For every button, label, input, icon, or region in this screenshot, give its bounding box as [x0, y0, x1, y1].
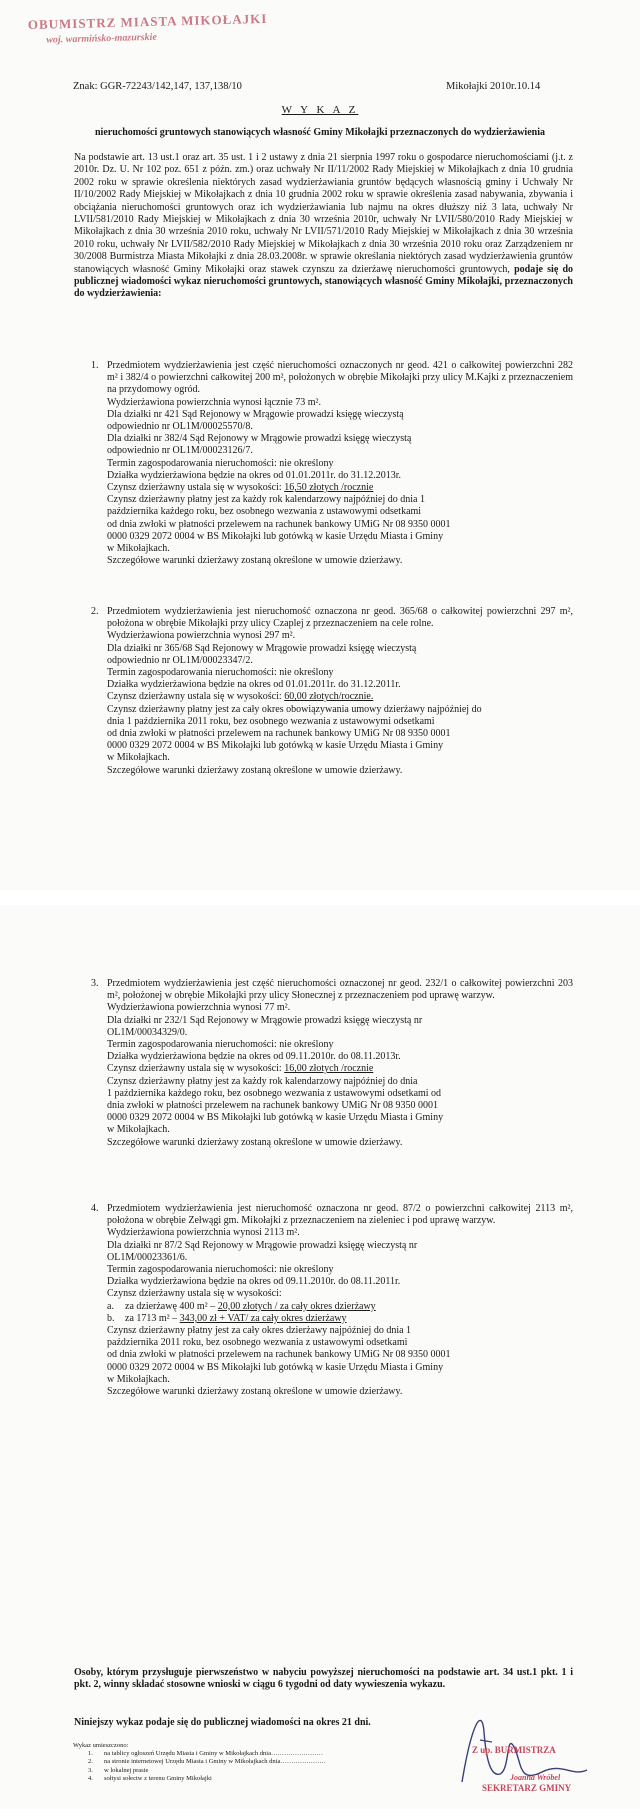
- posting-entry-text: na tablicy ogłoszeń Urzędu Miasta i Gminy w Mikołajkach dnia……………………: [104, 1750, 323, 1758]
- rent-prefix: Czynsz dzierżawny ustala się w wysokości:: [107, 691, 285, 703]
- rent-value: 16,00 złotych /rocznie: [284, 1063, 374, 1075]
- item-line: Termin zagospodarowania nieruchomości: nie określony: [107, 667, 334, 679]
- posting-entry-number: 2.: [88, 1758, 93, 1766]
- item-line: Termin zagospodarowania nieruchomości: nie określony: [107, 1264, 334, 1276]
- item-lead: Przedmiotem wydzierżawienia jest nieruchomość oznaczona nr geod. 87/2 o powierzchni całkowitej 2113 m², położona w obrębie Zełwągi gm. Mikołajki z przeznaczeniem na zieleniec i pod uprawę warzyw.: [107, 1203, 573, 1227]
- item-number: 1.: [91, 360, 99, 371]
- rent-prefix: Czynsz dzierżawny ustala się w wysokości:: [107, 482, 285, 494]
- office-stamp: [28, 11, 268, 46]
- payment-line: w Mikołajkach.: [107, 752, 170, 764]
- item-number: 4.: [91, 1203, 99, 1214]
- signature-line-2: Joanna Wróbel: [510, 1773, 561, 1782]
- payment-line: od dnia zwłoki w płatności przelewem na rachunek bankowy UMiG Nr 08 9350 0001: [107, 728, 451, 740]
- payment-line: października 2011 roku, bez osobnego wezwania z ustawowymi odsetkami: [107, 1337, 408, 1349]
- payment-line: od dnia zwłoki w płatności przelewem na rachunek bankowy UMiG Nr 08 9350 0001: [107, 1349, 451, 1361]
- document-date: Mikołajki 2010r.10.14: [446, 81, 541, 92]
- item-line: Termin zagospodarowania nieruchomości: nie określony: [107, 1039, 334, 1051]
- item-line: Działka wydzierżawiona będzie na okres od 09.11.2010r. do 08.11.2013r.: [107, 1051, 401, 1063]
- payment-line: Czynsz dzierżawny płatny jest za cały okres obowiązywania umowy dzierżawy najpóźniej do: [107, 703, 482, 715]
- item-body: [107, 978, 573, 1149]
- posting-entry-number: 1.: [88, 1750, 93, 1758]
- payment-line: Szczegółowe warunki dzierżawy zostaną określone w umowie dzierżawy.: [107, 555, 403, 567]
- payment-line: Szczegółowe warunki dzierżawy zostaną określone w umowie dzierżawy.: [107, 1136, 403, 1148]
- rate-line: [107, 1313, 573, 1325]
- item-body: [107, 1203, 573, 1398]
- item-line: Wydzierżawiona powierzchnia wynosi łącznie 73 m².: [107, 396, 321, 408]
- payment-line: w Mikołajkach.: [107, 1373, 170, 1385]
- rent-line: [107, 482, 573, 494]
- signature-line-3: SEKRETARZ GMINY: [482, 1783, 572, 1793]
- document-page-1: [0, 0, 640, 890]
- rate-line: [107, 1301, 573, 1313]
- rate-prefix: za 1713 m² –: [125, 1312, 180, 1324]
- item-line: odpowiednio nr OL1M/00025570/8.: [107, 421, 253, 433]
- posting-entry: [88, 1767, 326, 1775]
- item-line: odpowiednio nr OL1M/00023126/7.: [107, 445, 253, 457]
- payment-line: Czynsz dzierżawny płatny jest za cały okres dzierżawy najpóźniej do dnia 1: [107, 1325, 412, 1337]
- item-line: Wydzierżawiona powierzchnia wynosi 2113 m².: [107, 1227, 300, 1239]
- rent-line: [107, 1063, 573, 1075]
- item-line: Termin zagospodarowania nieruchomości: nie określony: [107, 457, 334, 469]
- rent-line: [107, 691, 573, 703]
- document-title: [0, 104, 640, 116]
- item-line: Dla działki nr 421 Sąd Rejonowy w Mrągowie prowadzi księgę wieczystą: [107, 408, 404, 420]
- item-line: Dla działki nr 382/4 Sąd Rejonowy w Mrągowie prowadzi księgę wieczystą: [107, 433, 412, 445]
- page-separator: [0, 890, 640, 905]
- intro-bold: podaje się do publicznej wiadomości wykaz nieruchomości gruntowych, stanowiących własność Gminy Mikołajki, przeznaczonych do wydzierżawienia:: [74, 263, 574, 300]
- rent-value: 16,50 złotych /rocznie: [284, 482, 374, 494]
- payment-line: 0000 0329 2072 0004 w BS Mikołajki lub gotówką w kasie Urzędu Miasta i Gminy: [107, 740, 444, 752]
- posting-entry: [88, 1758, 326, 1766]
- rent-prefix: Czynsz dzierżawny ustala się w wysokości:: [107, 1063, 285, 1075]
- closing-paragraph: Osoby, którym przysługuje pierwszeństwo w nabyciu powyższej nieruchomości na podstawie art. 34 ust.1 pkt. 1 i pkt. 2, winny składać stosowne wnioski w ciągu 6 tygodni od daty wywieszenia wykazu.: [74, 1667, 573, 1691]
- payment-line: w Mikołajkach.: [107, 543, 170, 555]
- signature-line-1: Z up. BURMISTRZA: [472, 1745, 556, 1755]
- item-line: Dla działki nr 365/68 Sąd Rejonowy w Mrągowie prowadzi księgę wieczystą: [107, 642, 417, 654]
- item-line: Dla działki nr 87/2 Sąd Rejonowy w Mrągowie prowadzi księgę wieczystą nr: [107, 1239, 418, 1251]
- posting-entry-text: sołtysi sołectw z terenu Gminy Mikołajki: [104, 1774, 212, 1782]
- payment-line: Czynsz dzierżawny płatny jest za każdy rok kalendarzowy najpóźniej do dnia: [107, 1075, 418, 1087]
- stamp-line-2: woj. warmińsko-mazurskie: [46, 31, 157, 46]
- document-subtitle: nieruchomości gruntowych stanowiących własność Gminy Mikołajki przeznaczonych do wydzierżawienia: [95, 127, 545, 138]
- stamp-line-1: OBUMISTRZ MIASTA MIKOŁAJKI: [27, 10, 268, 33]
- item-line: OL1M/00034329/0.: [107, 1026, 188, 1038]
- posting-entry-number: 3.: [88, 1766, 93, 1774]
- rate-label: b.: [107, 1312, 115, 1324]
- posting-entry-number: 4.: [88, 1774, 93, 1782]
- payment-line: od dnia zwłoki w płatności przelewem na rachunek bankowy UMiG Nr 08 9350 0001: [107, 518, 451, 530]
- document-title-text: W Y K A Z: [281, 104, 359, 116]
- posting-entry: [88, 1750, 326, 1758]
- payment-line: Szczegółowe warunki dzierżawy zostaną określone w umowie dzierżawy.: [107, 1386, 403, 1398]
- posting-entry-text: na stronie internetowej Urzędu Miasta i Gminy w Mikołajkach dnia…………………: [104, 1758, 326, 1766]
- list-item: [73, 1203, 573, 1398]
- posting-entry: [88, 1775, 326, 1783]
- item-line: Dla działki nr 232/1 Sąd Rejonowy w Mrągowie prowadzi księgę wieczystą nr: [107, 1014, 423, 1026]
- rate-label: a.: [107, 1300, 114, 1312]
- item-number: 3.: [91, 978, 99, 989]
- item-line: Czynsz dzierżawny ustala się w wysokości:: [107, 1288, 282, 1300]
- item-line: OL1M/00023361/6.: [107, 1251, 188, 1263]
- payment-line: Szczegółowe warunki dzierżawy zostaną określone w umowie dzierżawy.: [107, 764, 403, 776]
- intro-text: Na podstawie art. 13 ust.1 oraz art. 35 ust. 1 i 2 ustawy z dnia 21 sierpnia 1997 roku o gospodarce nieruchomościami (j.t. z 2010r. Dz. U. Nr 102 poz. 651 z późn. zm.) oraz uchwały Nr II/11/2002 Rady Miejskiej w Mikołajkach z dnia 10 grudnia 2002 roku w sprawie określenia niektórych zasad wydzierżawiania gruntów będących własnością gminy i Uchwały Nr II/10/2002 Rady Miejskiej w Mikołajkach z dnia 10 grudnia 2002 roku w sprawie określenia zasad nabywania, zbywania i obciążania nieruchomości gruntowych oraz ich wydzierżawiania lub najmu na okres dłuższy niż 3 lata, uchwały Nr LVII/581/2010 Rady Miejskiej w Mikołajkach z dnia 30 września 2010r, uchwały Nr LVII/580/2010 Rady Miejskiej w Mikołajkach z dnia 30 września 2010 roku, uchwały Nr LVII/571/2010 Rady Miejskiej w Mikołajkach z dnia 30 września 2010 roku, uchwały Nr LVII/582/2010 Rady Miejskiej w Mikołajkach z dnia 30 września 2010 roku oraz Zarządzeniem nr 30/2008 Burmistrza Miasta Mikołajki z dnia 28.03.2008r. w sprawie określania niektórych zasad wydzierżawienia gruntów stanowiących własność Gminy Mikołajki oraz stawek czynszu za dzierżawę nieruchomości gruntowych,: [74, 152, 573, 275]
- item-lead: Przedmiotem wydzierżawienia jest część nieruchomości oznaczonej nr geod. 232/1 o całkowitej powierzchni 203 m², położonej w obrębie Mikołajki przy ulicy Słonecznej z przeznaczeniem pod uprawę warzyw.: [107, 978, 573, 1002]
- item-line: odpowiednio nr OL1M/00023347/2.: [107, 654, 253, 666]
- reference-number: Znak: GGR-72243/142,147, 137,138/10: [73, 81, 242, 92]
- payment-line: dnia zwłoki w płatności przelewem na rachunek bankowy UMiG Nr 08 9350 0001: [107, 1100, 439, 1112]
- item-line: Działka wydzierżawiona będzie na okres od 01.01.2011r. do 31.12.2013r.: [107, 469, 401, 481]
- payment-line: Czynsz dzierżawny płatny jest za każdy rok kalendarzowy najpóźniej do dnia 1: [107, 494, 425, 506]
- posting-list-label: Wykaz umieszczono:: [73, 1742, 129, 1749]
- item-line: Wydzierżawiona powierzchnia wynosi 297 m².: [107, 630, 296, 642]
- rent-value: 60,00 złotych/rocznie.: [284, 691, 374, 703]
- payment-line: 1 października każdego roku, bez osobnego wezwania z ustawowymi odsetkami od: [107, 1087, 442, 1099]
- list-item: [73, 606, 573, 777]
- publication-notice: Niniejszy wykaz podaje się do publicznej wiadomości na okres 21 dni.: [74, 1717, 371, 1728]
- rate-value: 20,00 złotych / za cały okres dzierżawy: [217, 1300, 376, 1312]
- payment-line: października każdego roku, bez osobnego wezwania z ustawowymi odsetkami: [107, 506, 422, 518]
- posting-entry-text: w lokalnej prasie: [104, 1766, 149, 1774]
- payment-line: w Mikołajkach.: [107, 1124, 170, 1136]
- list-item: [73, 978, 573, 1149]
- item-lead: Przedmiotem wydzierżawienia jest część nieruchomości oznaczonych nr geod. 421 o całkowitej powierzchni 282 m² i 382/4 o powierzchni całkowitej 200 m², położonych w obrębie Mikołajki przy ulicy M.Kajki z przeznaczeniem na przydomowy ogród.: [107, 360, 573, 396]
- payment-line: 0000 0329 2072 0004 w BS Mikołajki lub gotówką w kasie Urzędu Miasta i Gminy: [107, 1361, 444, 1373]
- item-body: [107, 606, 573, 777]
- rate-value: 343,00 zł + VAT/ za cały okres dzierżawy: [179, 1312, 347, 1324]
- payment-line: 0000 0329 2072 0004 w BS Mikołajki lub gotówką w kasie Urzędu Miasta i Gminy: [107, 530, 444, 542]
- item-lead: Przedmiotem wydzierżawienia jest nieruchomość oznaczona nr geod. 365/68 o całkowitej powierzchni 297 m², położona w obrębie Mikołajki przy ulicy Czaplej z przeznaczeniem na cele rolne.: [107, 606, 573, 630]
- item-body: [107, 360, 573, 567]
- list-item: [73, 360, 573, 567]
- posting-list: [73, 1742, 326, 1783]
- item-number: 2.: [91, 606, 99, 617]
- payment-line: 0000 0329 2072 0004 w BS Mikołajki lub gotówką w kasie Urzędu Miasta i Gminy: [107, 1112, 444, 1124]
- item-line: Działka wydzierżawiona będzie na okres od 09.11.2010r. do 08.11.2011r.: [107, 1276, 401, 1288]
- rate-prefix: za dzierżawę 400 m² –: [125, 1300, 218, 1312]
- intro-paragraph: [74, 152, 573, 301]
- item-line: Wydzierżawiona powierzchnia wynosi 77 m².: [107, 1002, 291, 1014]
- posting-entries: [88, 1750, 326, 1783]
- payment-line: dnia 1 października 2011 roku, bez osobnego wezwania z ustawowymi odsetkami: [107, 715, 435, 727]
- item-line: Działka wydzierżawiona będzie na okres od 01.01.2011r. do 31.12.2011r.: [107, 679, 401, 691]
